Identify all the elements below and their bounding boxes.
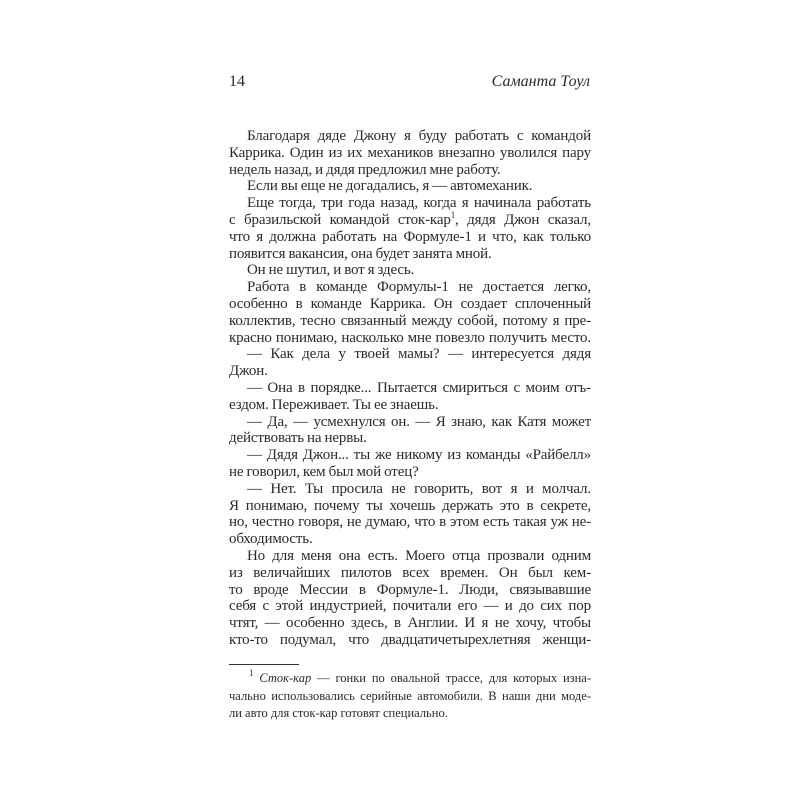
text-line: — Да, — усмехнулся он. — Я знаю, как Катя может (247, 413, 591, 430)
body-text (229, 128, 591, 649)
text-line: — Она в порядке... Пытается смириться с моим отъ- (247, 379, 591, 396)
footnote-reference[interactable]: 1 (450, 209, 456, 220)
text-line: но, честно говоря, не думаю, что в этом есть такая уж не- (229, 514, 591, 531)
text-line: то вроде Мессии в Формуле-1. Люди, связывавшие (229, 581, 591, 598)
text-line: Еще тогда, три года назад, когда я начинала работать (247, 195, 591, 212)
running-head-author: Саманта Тоул (491, 73, 590, 90)
text-line: не говорил, кем был мой отец? (229, 463, 419, 480)
text-line: — Дядя Джон... ты же никому из команды «Райбелл» (247, 447, 591, 464)
text-line: из величайших пилотов всех времен. Он был кем- (229, 564, 591, 581)
text-line: Но для меня она есть. Моего отца прозвали одним (247, 547, 591, 564)
text-line: особенно в команде Каррика. Он создает сплоченный (229, 295, 591, 312)
text-line: чтят, — особенно здесь, в Англии. И я не хочу, чтобы (229, 615, 591, 632)
text-line: — Как дела у твоей мамы? — интересуется дядя (247, 346, 591, 363)
footnote-line: чально использовались серийные автомобили. В наши дни моде- (229, 688, 591, 703)
page-number: 14 (229, 73, 245, 90)
footnote-marker: 1 (249, 668, 254, 678)
footnote-term: Сток-кар (259, 671, 312, 685)
footnote (229, 670, 591, 723)
footnote-divider (229, 664, 299, 665)
text-line: — Нет. Ты просила не говорить, вот я и молчал. (247, 480, 591, 497)
text-segment: с бразильской командой сток-кар (229, 211, 451, 228)
footnote-line (229, 670, 591, 688)
text-line: Он не шутил, и вот я здесь. (247, 262, 415, 279)
footnote-text: — гонки по овальной трассе, для которых изна- (311, 671, 591, 685)
text-line: Каррика. Один из их механиков внезапно уволился пару (229, 144, 591, 161)
text-line: Джон. (229, 363, 268, 380)
text-line: себя с этой индустрией, почитали его — и до сих пор (229, 598, 591, 615)
text-line: обходимость. (229, 531, 313, 548)
text-line: красно понимаю, насколько мне повезло получить место. (229, 329, 591, 346)
text-line: Я понимаю, почему ты хочешь держать это в секрете, (229, 497, 591, 514)
text-line (229, 209, 591, 229)
text-line: коллектив, тесно связанный между собой, потому я пре- (229, 312, 591, 329)
text-line: Работа в команде Формулы-1 не достается легко, (247, 279, 591, 296)
text-line: Благодаря дяде Джону я буду работать с командой (247, 128, 591, 144)
text-line: недель назад, и дядя предложил мне работу. (229, 161, 501, 178)
text-line: кто-то подумал, что двадцатичетырехлетняя женщи- (229, 631, 591, 648)
footnote-line: ли авто для сток-кар готовят специально. (229, 706, 448, 720)
text-line: появится вакансия, она будет занята мной. (229, 245, 492, 262)
text-segment: , дядя Джон сказал, (455, 211, 591, 228)
text-line: ездом. Переживает. Ты ее знаешь. (229, 396, 439, 413)
text-line: что я должна работать на Формуле-1 и что, как только (229, 228, 591, 245)
text-line: Если вы еще не догадались, я — автомеханик. (247, 178, 533, 195)
text-line: действовать на нервы. (229, 430, 367, 447)
